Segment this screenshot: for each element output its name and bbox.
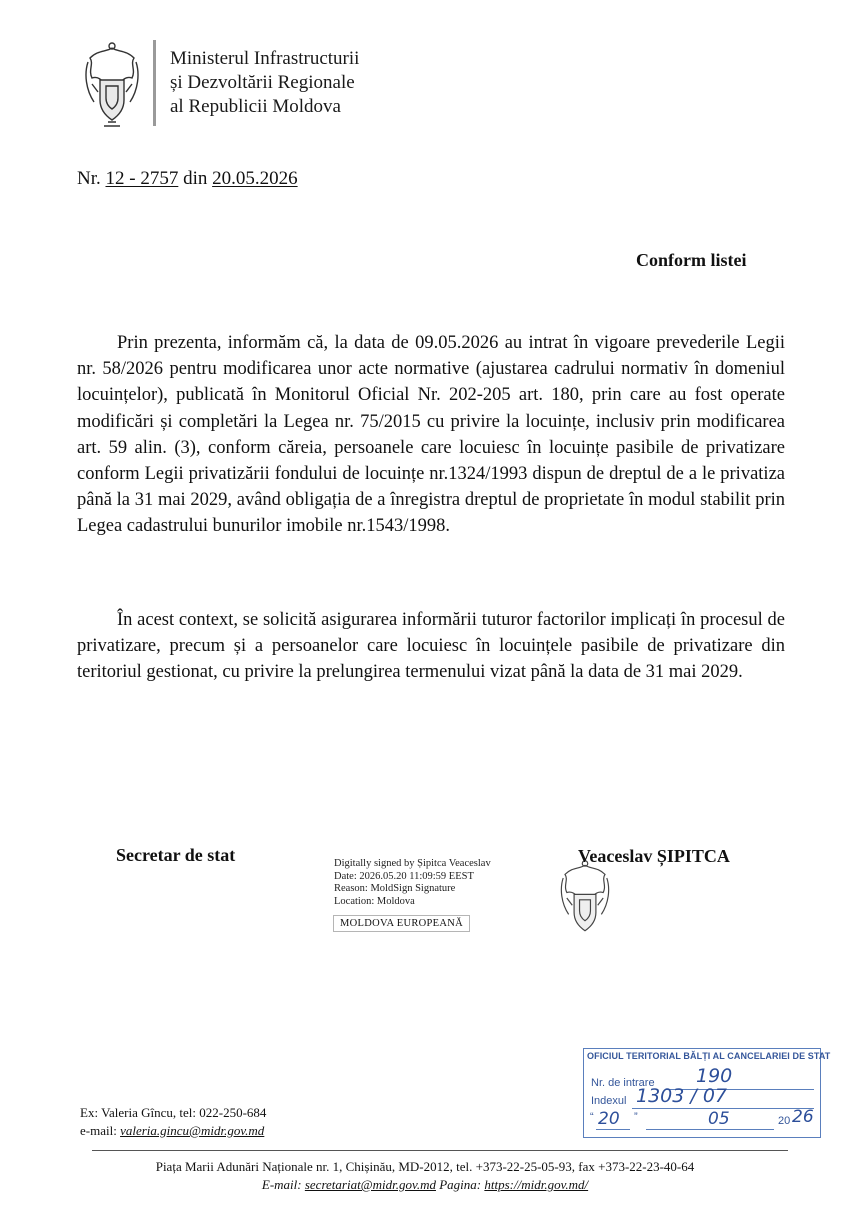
stamp-day-rule bbox=[596, 1129, 630, 1130]
digital-signature-line-1: Digitally signed by Șipitca Veaceslav bbox=[334, 858, 491, 869]
stamp-title: OFICIUL TERITORIAL BĂLȚI AL CANCELARIEI DE STAT bbox=[587, 1051, 831, 1061]
footer-email-label: E-mail: bbox=[261, 1177, 302, 1192]
registration-stamp bbox=[583, 1048, 831, 1138]
body-paragraph-1: Prin prezenta, informăm că, la data de 09.05.2026 au intrat în vigoare prevederile Legii nr. 58/2026 pentru modificarea unor acte normative (ajustarea cadrului normativ în domeniul locuințelor), publicată în Monitorul Oficial Nr. 202-205 art. 180, prin care au fost operate modificări și completări la Legea nr. 75/2015 cu privire la locuințe, inclusiv prin modificarea art. 59 alin. (3), conform căreia, persoanele care locuiesc în locuințe pasibile de privatizare conform Legii privatizării fondului de locuințe nr.1324/1993 dispun de dreptul de a le privatiza până la 31 mai 2029, având obligația de a înregistra dreptul de proprietate în modul stabilit prin Legea cadastrului bunurilor imobile nr.1543/1998. bbox=[77, 333, 785, 537]
ministry-line-3: al Republicii Moldova bbox=[170, 96, 341, 117]
footer-website-link[interactable]: https://midr.gov.md/ bbox=[484, 1177, 589, 1192]
reference-date: 20.05.2026 bbox=[212, 168, 298, 189]
executor-email-link[interactable]: valeria.gincu@midr.gov.md bbox=[120, 1123, 265, 1138]
executor-contact bbox=[80, 1104, 266, 1140]
footer bbox=[0, 1158, 850, 1194]
reference-middle: din bbox=[183, 168, 208, 189]
body-paragraph-2: În acest context, se solicită asigurarea informării tuturor factorilor implicați în procesul de privatizare, precum și a persoanelor care locuiesc în locuințele pasibile de privatizare din teritoriul gestionat, cu privire la prelungirea termenului vizat până la data de 31 mai 2029. bbox=[77, 610, 785, 683]
footer-contacts bbox=[0, 1176, 850, 1194]
signatory-name: Veaceslav ȘIPITCA bbox=[578, 846, 730, 866]
ministry-name bbox=[170, 47, 359, 119]
reference-prefix: Nr. bbox=[77, 168, 101, 189]
reference-line bbox=[77, 168, 298, 190]
stamp-month-rule bbox=[646, 1129, 774, 1130]
motto-badge: MOLDOVA EUROPEANĂ bbox=[333, 915, 470, 932]
stamp-index-label: Indexul bbox=[591, 1095, 627, 1107]
ministry-line-1: Ministerul Infrastructurii bbox=[170, 48, 360, 69]
stamp-entry-label: Nr. de intrare bbox=[591, 1077, 655, 1089]
stamp-date-quote-close: ” bbox=[634, 1111, 638, 1123]
stamp-date-year-printed: 20 bbox=[778, 1115, 791, 1127]
stamp-date-month: 05 bbox=[708, 1109, 730, 1129]
signature-coat-of-arms-icon bbox=[554, 858, 616, 938]
stamp-date-quote: “ bbox=[590, 1111, 594, 1123]
stamp-date-day: 20 bbox=[598, 1109, 620, 1129]
digital-signature-block bbox=[334, 858, 491, 908]
signatory-title: Secretar de stat bbox=[116, 845, 236, 865]
digital-signature-line-4: Location: Moldova bbox=[334, 895, 415, 907]
footer-address: Piața Marii Adunări Naționale nr. 1, Chișinău, MD-2012, tel. +373-22-25-05-93, fax +373-22-23-40-64 bbox=[155, 1159, 695, 1174]
executor-line: Ex: Valeria Gîncu, tel: 022-250-684 bbox=[80, 1105, 267, 1120]
footer-email-link[interactable]: secretariat@midr.gov.md bbox=[304, 1177, 436, 1192]
stamp-date-year-written: 26 bbox=[792, 1107, 814, 1127]
digital-signature-line-2: Date: 2026.05.20 11:09:59 EEST bbox=[334, 870, 474, 882]
stamp-index-value: 1303 / 07 bbox=[636, 1085, 728, 1107]
ministry-line-2: și Dezvoltării Regionale bbox=[170, 72, 355, 93]
reference-number: 12 - 2757 bbox=[105, 168, 179, 189]
coat-of-arms-icon bbox=[80, 40, 144, 128]
footer-page-label: Pagina: bbox=[439, 1177, 482, 1192]
executor-email-line bbox=[80, 1122, 266, 1140]
footer-divider bbox=[92, 1150, 788, 1151]
stamp-entry-value: 190 bbox=[696, 1065, 733, 1087]
addressee: Conform listei bbox=[636, 250, 747, 270]
digital-signature-line-3: Reason: MoldSign Signature bbox=[334, 883, 456, 895]
header-divider bbox=[153, 40, 156, 126]
executor-email-label: e-mail: bbox=[80, 1123, 117, 1138]
